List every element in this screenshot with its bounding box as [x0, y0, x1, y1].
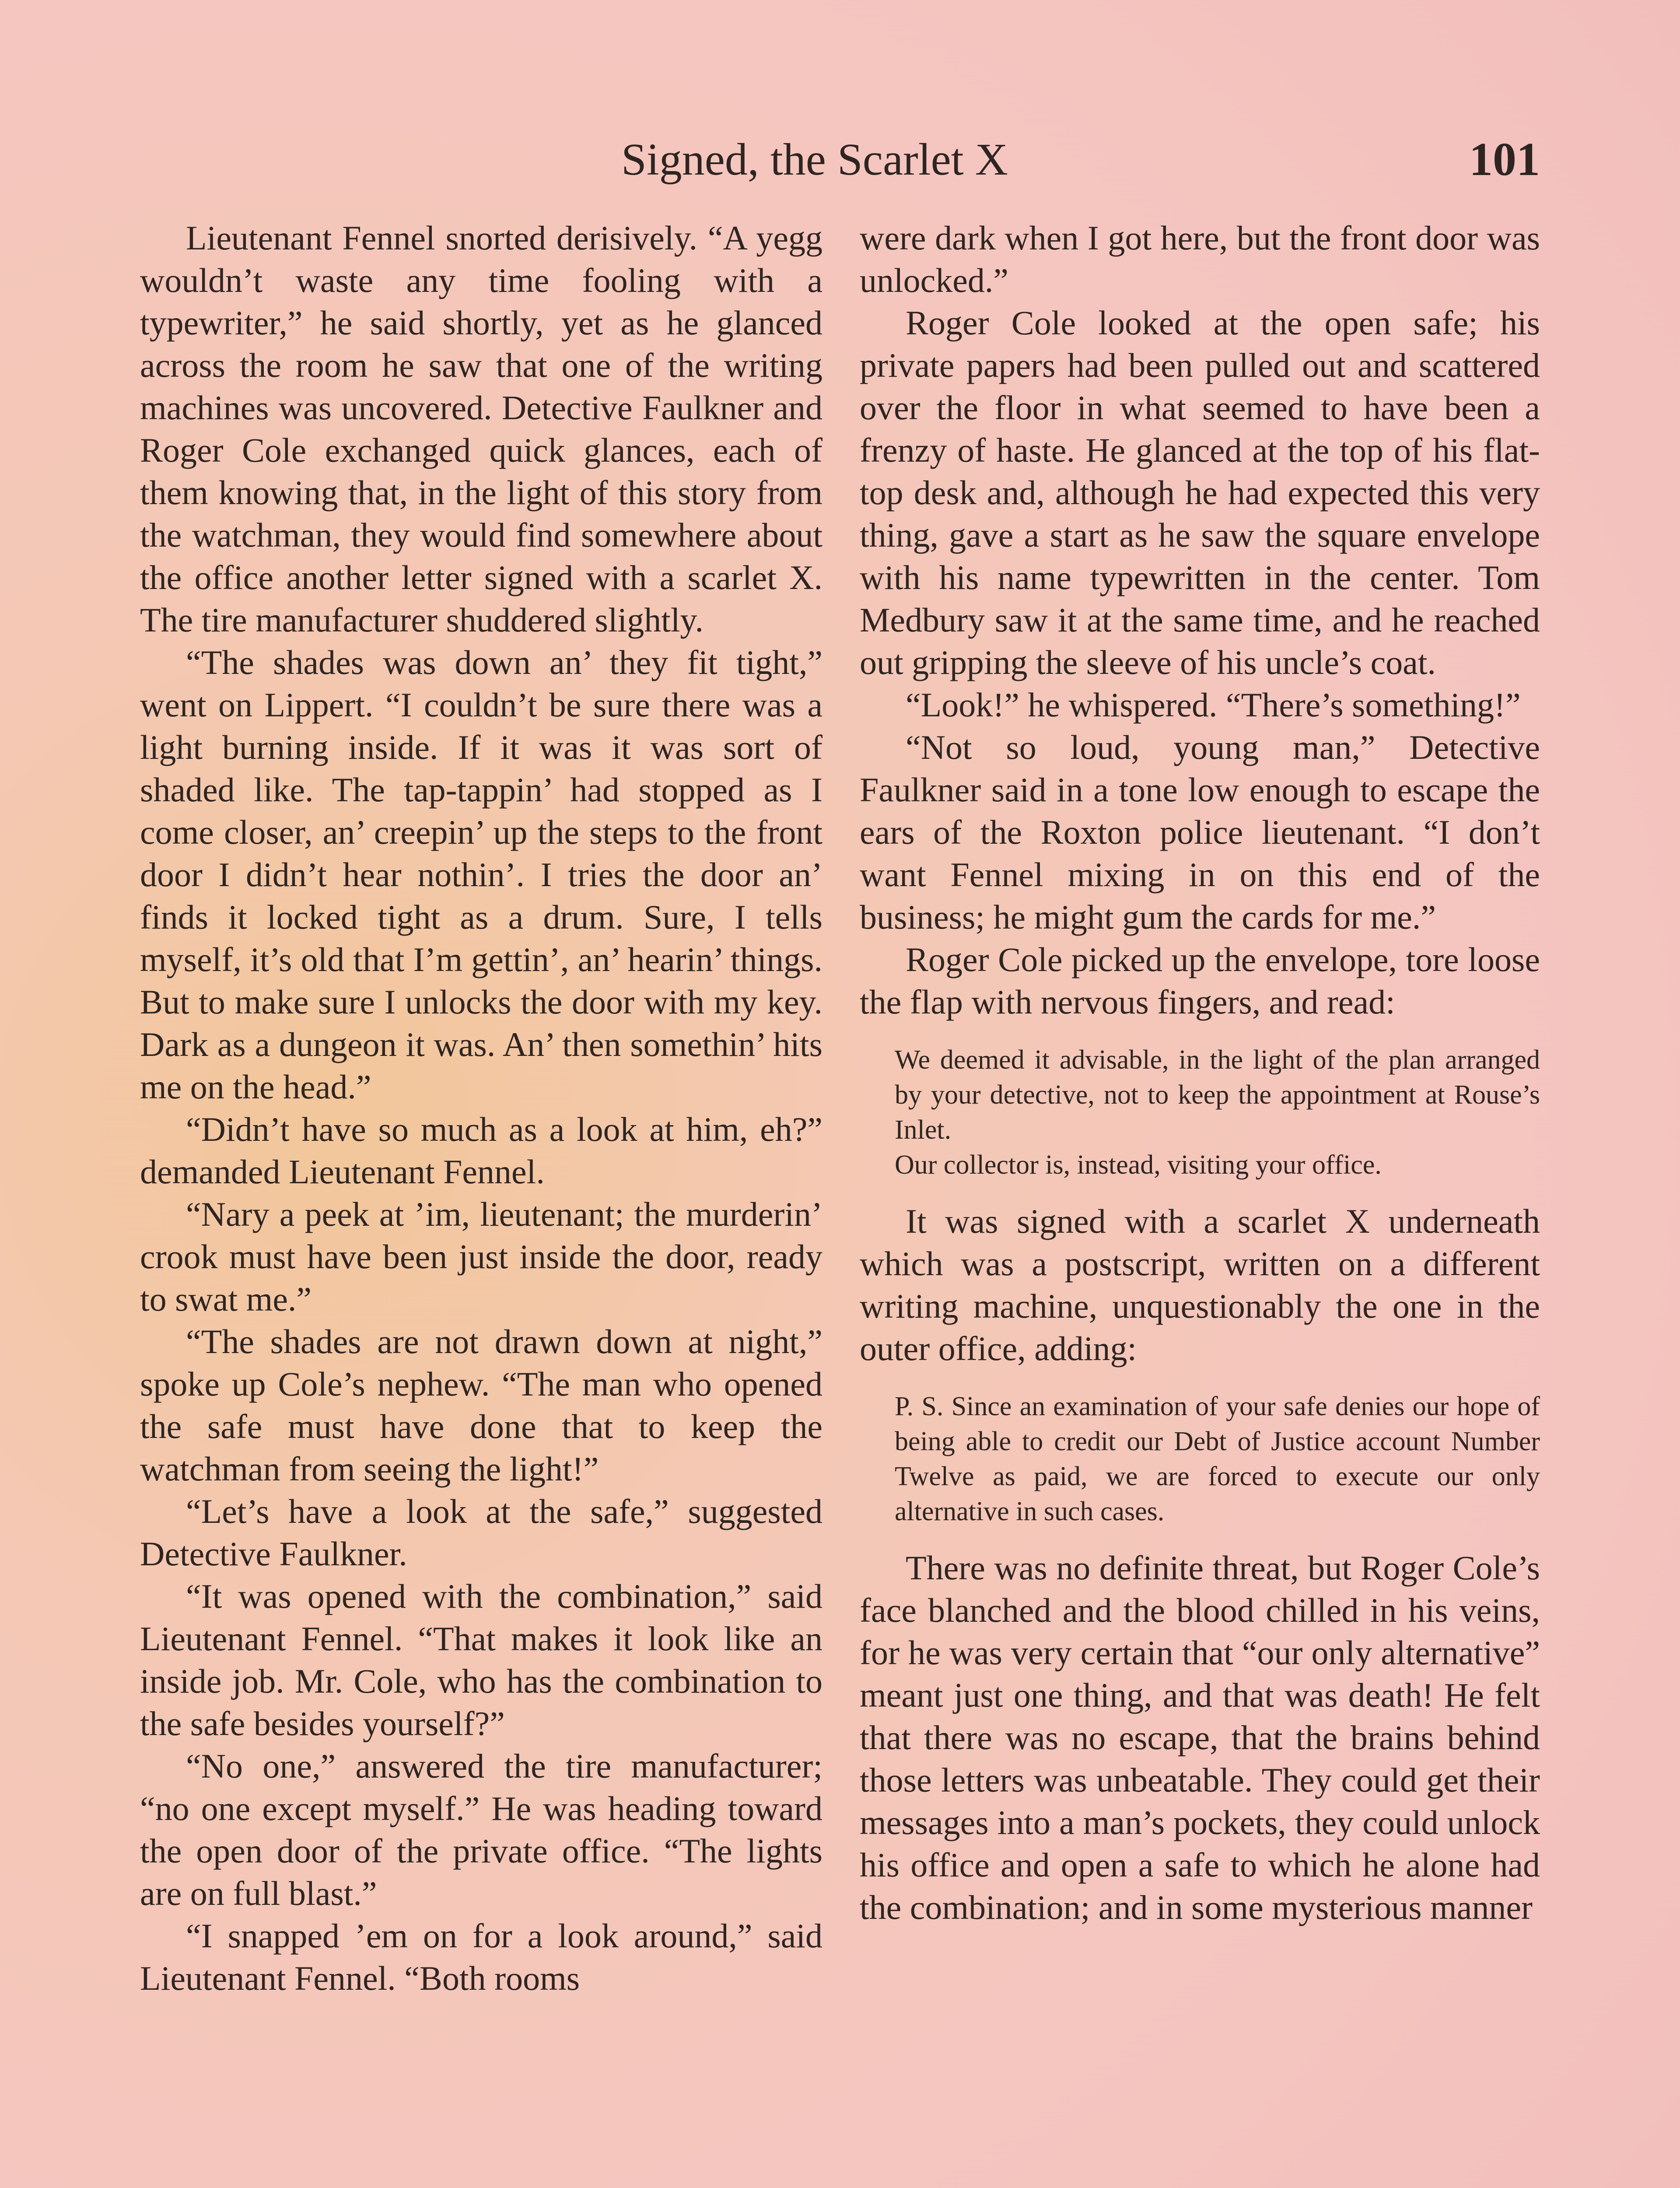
paragraph: “Look!” he whispered. “There’s something!” — [906, 686, 1521, 724]
paragraph: “The shades was down an’ they fit tight,” went on Lippert. “I couldn’t be sure there was a light burning inside. If it was it was sort of shaded like. The tap-tappin’ had stopped as I come closer, an’ creepin’ up the steps to the front door I didn’t hear nothin’. I tries the door an’ finds it locked tight as a drum. Sure, I tells myself, it’s old that I’m gettin’, an’ hearin’ things. But to make sure I unlocks the door with my key. Dark as a dungeon it was. An’ then somethin’ hits me on the head.” — [140, 643, 822, 1106]
letter-text: We deemed it advisable, in the light of the plan arranged by your detective, not to keep the appointment at Rouse’s Inlet. — [895, 1045, 1540, 1145]
paragraph: “Nary a peek at ’im, lieutenant; the murderin’ crook must have been just inside the door, ready to swat me.” — [140, 1195, 822, 1318]
paragraph: “I snapped ’em on for a look around,” said Lieutenant Fennel. “Both rooms — [140, 1917, 822, 1997]
paragraph: “The shades are not drawn down at night,” spoke up Cole’s nephew. “The man who opened the safe must have done that to keep the watchman from seeing the light!” — [140, 1322, 822, 1488]
paragraph: There was no definite threat, but Roger Cole’s face blanched and the blood chilled in his veins, for he was very certain that “our only alternative” meant just one thing, and that was death! He felt that there was no escape, that the brains behind those letters was unbeatable. They could get their messages into a man’s pockets, they could unlock his office and open a safe to which he alone had the combination; and in some mysterious manner — [860, 1549, 1540, 1926]
paragraph: Roger Cole looked at the open safe; his private papers had been pulled out and scattered over the floor in what seemed to have been a frenzy of haste. He glanced at the top of his flat-top desk and, although he had expected this very thing, gave a start as he saw the square envelope with his name typewritten in the center. Tom Medbury saw it at the same time, and he reached out gripping the sleeve of his uncle’s coat. — [860, 304, 1540, 681]
paragraph: “No one,” answered the tire manufacturer; “no one except myself.” He was heading toward the open door of the private office. “The lights are on full blast.” — [140, 1747, 822, 1912]
paragraph: “It was opened with the combination,” said Lieutenant Fennel. “That makes it look like an inside job. Mr. Cole, who has the combination to the safe besides yourself?” — [140, 1577, 822, 1743]
paragraph: Lieutenant Fennel snorted derisively. “A yegg wouldn’t waste any time fooling with a typewriter,” he said shortly, yet as he glanced across the room he saw that one of the writing machines was uncovered. Detective Faulkner and Roger Cole exchanged quick glances, each of them knowing that, in the light of this story from the watchman, they would find somewhere about the office another letter signed with a scarlet X. The tire manufacturer shuddered slightly. — [140, 219, 822, 639]
paragraph-continuation: were dark when I got here, but the front door was unlocked.” — [860, 219, 1540, 299]
postscript-text: P. S. Since an examination of your safe denies our hope of being able to credit our Debt of Justice account Number Twelve as paid, we are forced to execute our only alternative in such cases. — [895, 1392, 1540, 1526]
right-column — [860, 217, 1540, 1929]
paragraph: It was signed with a scarlet X underneath which was a postscript, written on a different writing machine, unquestionably the one in the outer office, adding: — [860, 1202, 1540, 1368]
paragraph: “Let’s have a look at the safe,” suggested Detective Faulkner. — [140, 1492, 822, 1573]
paragraph: “Didn’t have so much as a look at him, eh?” demanded Lieutenant Fennel. — [140, 1110, 822, 1191]
paragraph: Roger Cole picked up the envelope, tore loose the flap with nervous fingers, and read: — [860, 940, 1540, 1021]
paragraph: “Not so loud, young man,” Detective Faulkner said in a tone low enough to escape the ears of the Roxton police lieutenant. “I don’t want Fennel mixing in on this end of the business; he might gum the cards for me.” — [860, 728, 1540, 936]
page-header — [131, 127, 1540, 193]
running-title: Signed, the Scarlet X — [621, 134, 1008, 185]
page-number: 101 — [1469, 133, 1540, 186]
left-column — [140, 217, 822, 1999]
letter-text: Our collector is, instead, visiting your office. — [895, 1150, 1382, 1180]
